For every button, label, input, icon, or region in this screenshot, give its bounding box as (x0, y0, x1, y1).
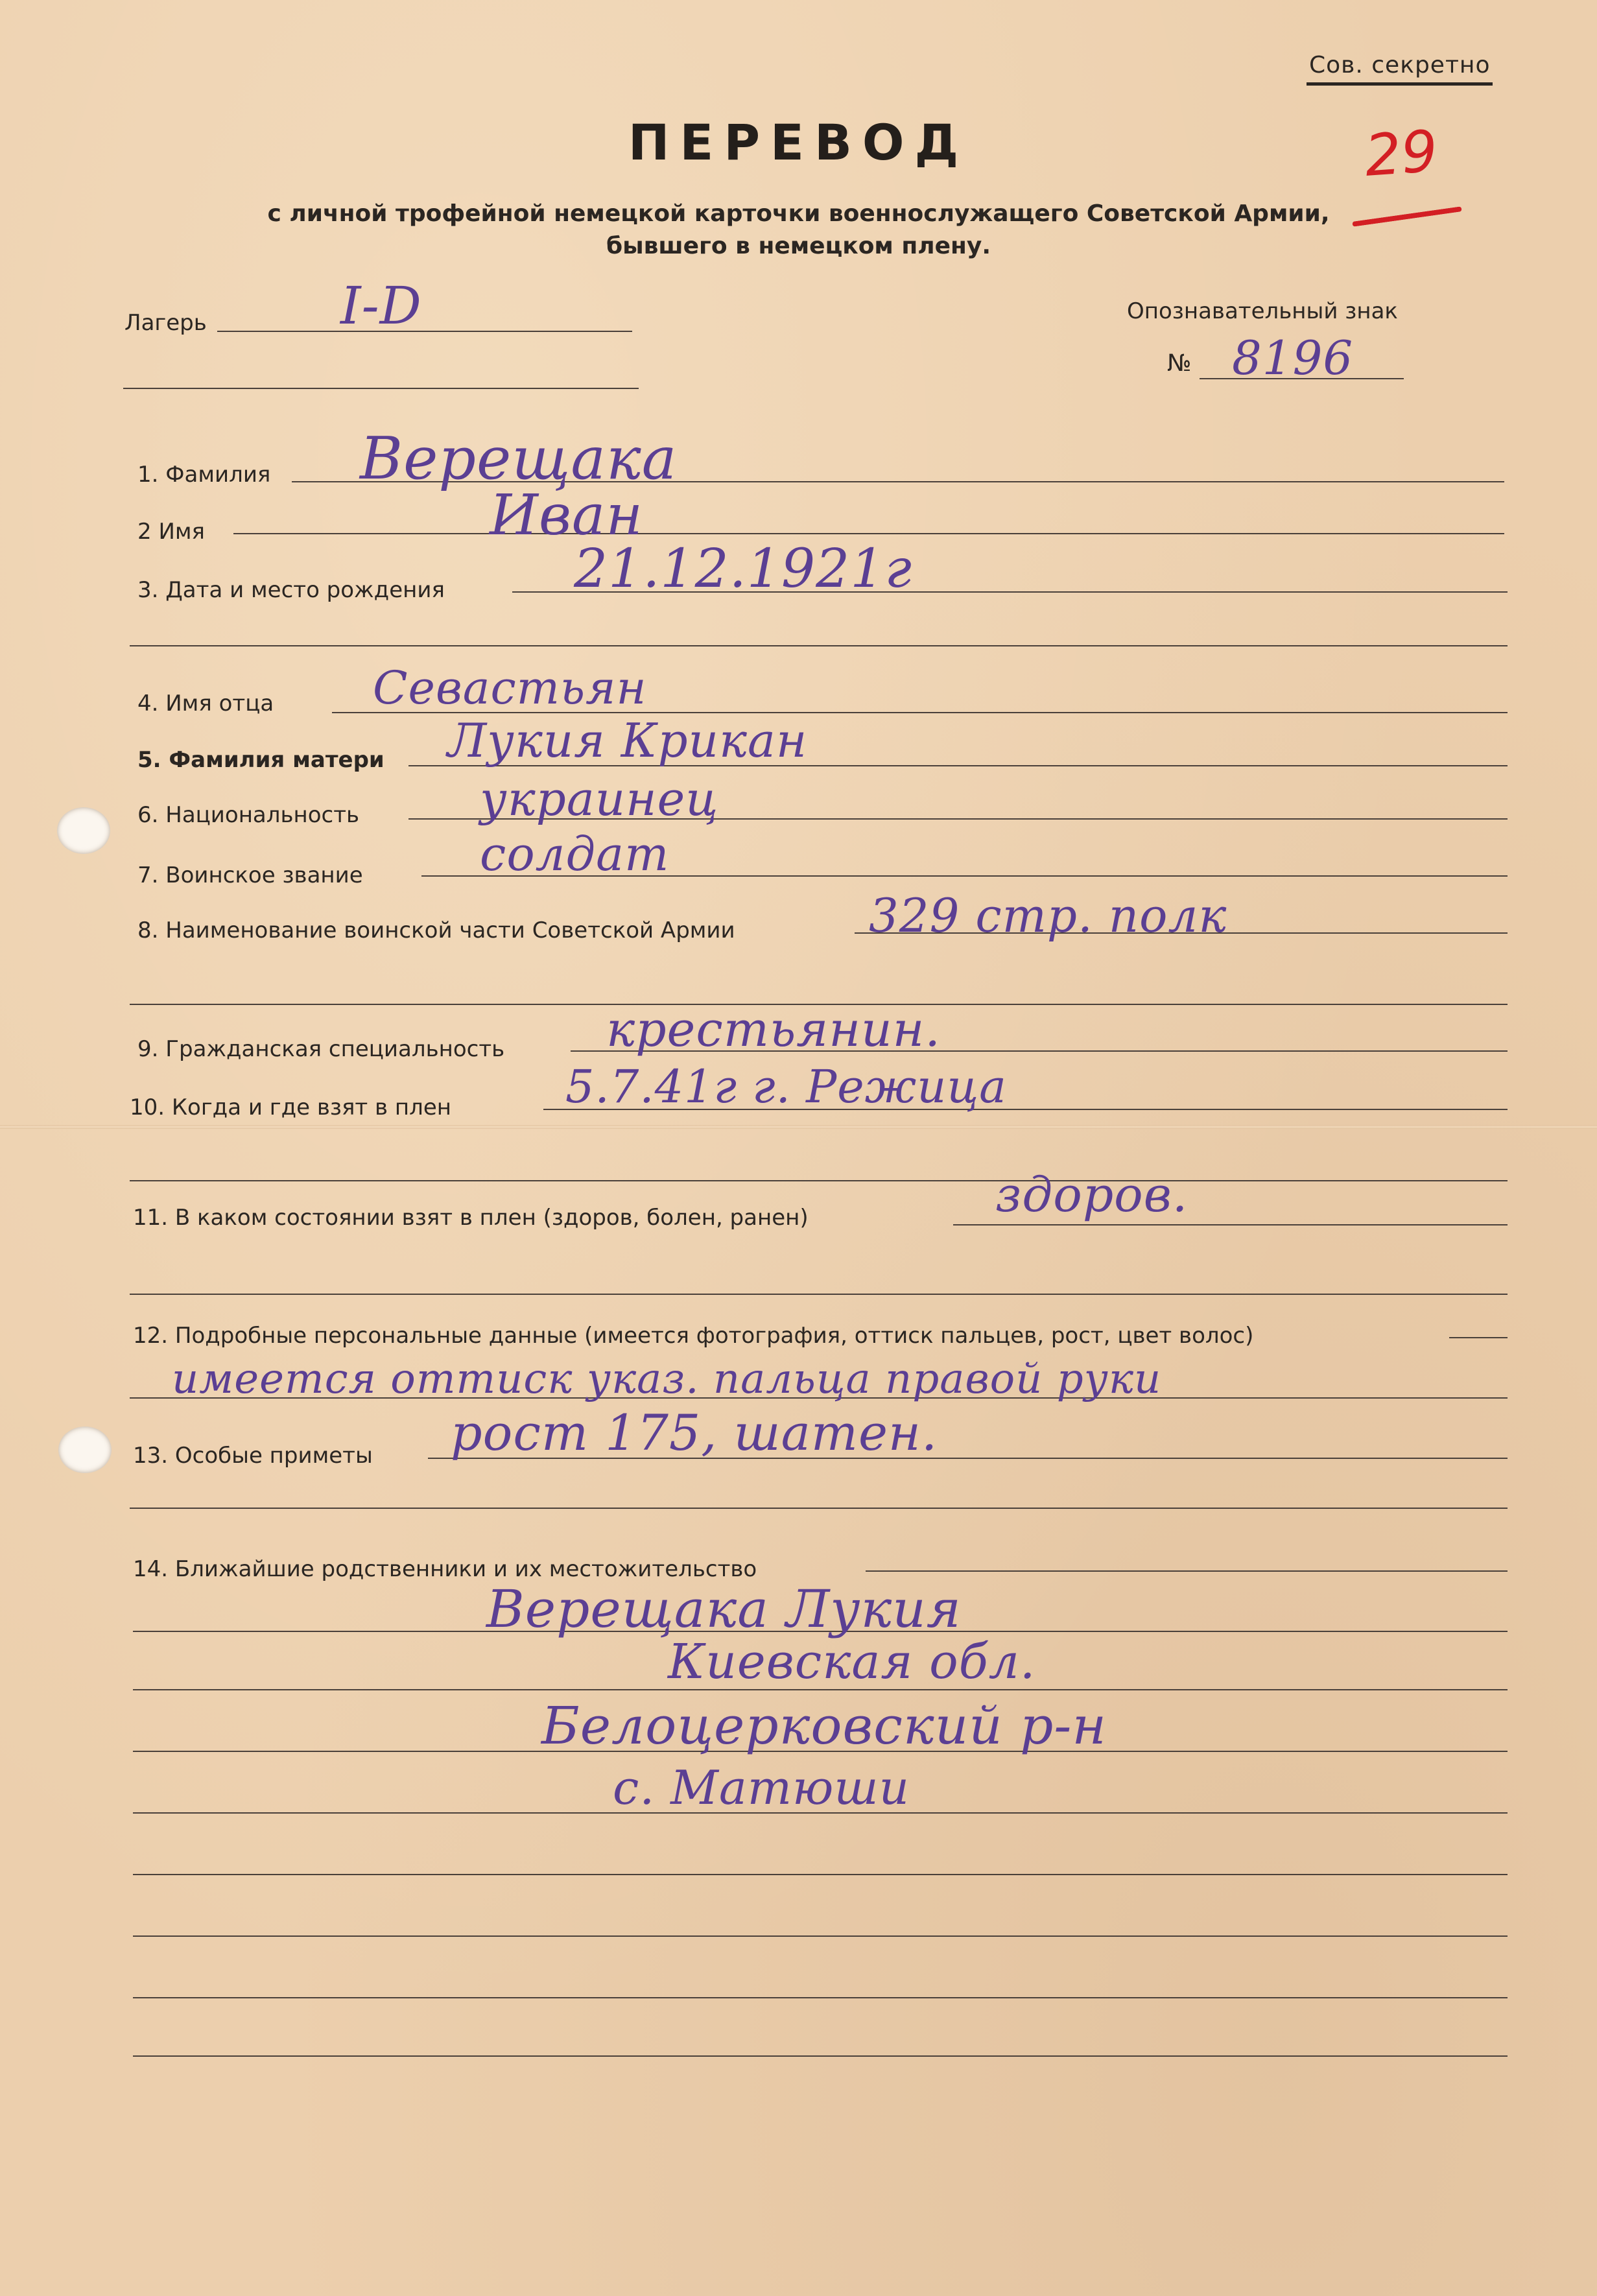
field-2-label: 2 Имя (137, 519, 205, 545)
field-11-line-2 (130, 1294, 1508, 1295)
field-14-line-1 (866, 1570, 1508, 1572)
field-14-line-8 (133, 1997, 1508, 1998)
field-6-label: 6. Национальность (137, 802, 360, 828)
field-8-label: 8. Наименование воинской части Советской Армии (137, 917, 735, 943)
field-9-value: крестьянин. (606, 1002, 941, 1058)
field-6-value: украинец (480, 772, 719, 826)
field-12-line-1 (1449, 1337, 1508, 1338)
field-5-value: Лукия Крикан (447, 713, 808, 768)
field-14-value-line-4: с. Матюши (613, 1760, 910, 1815)
field-2-value: Иван (490, 483, 643, 548)
subtitle-line-2: бывшего в немецком плену. (606, 233, 991, 259)
field-13-line-2 (130, 1508, 1508, 1509)
id-tag-no-label: № (1167, 350, 1192, 377)
field-14-value-line-1: Верещака Лукия (486, 1579, 962, 1639)
camp-line-2 (123, 388, 639, 389)
field-7-label: 7. Воинское звание (137, 862, 363, 888)
field-4-value: Севастьян (373, 661, 647, 715)
field-12-value: имеется оттиск указ. пальца правой руки (172, 1355, 1162, 1403)
field-2-line (233, 533, 1504, 534)
camp-label: Лагерь (124, 310, 207, 336)
field-3-label: 3. Дата и место рождения (137, 577, 445, 603)
paper-fold (0, 1125, 1597, 1129)
field-3-line-2 (130, 645, 1508, 646)
field-11-value: здоров. (995, 1167, 1189, 1223)
field-11-line-1 (953, 1224, 1508, 1225)
field-14-line-6 (133, 1874, 1508, 1875)
field-14-value-line-3: Белоцерковский р-н (541, 1696, 1107, 1756)
field-5-label: 5. Фамилия матери (137, 747, 384, 773)
punch-hole-top (57, 807, 110, 854)
field-7-value: солдат (480, 827, 670, 881)
subtitle-line-1: с личной трофейной немецкой карточки военнослужащего Советской Армии, (267, 200, 1330, 227)
field-10-label: 10. Когда и где взят в плен (130, 1095, 451, 1120)
handwritten-page-number: 29 (1362, 117, 1440, 189)
field-4-label: 4. Имя отца (137, 691, 274, 716)
camp-value: I-D (340, 276, 422, 336)
field-13-label: 13. Особые приметы (133, 1443, 373, 1469)
field-10-value: 5.7.41г г. Режица (565, 1060, 1007, 1113)
field-14-label: 14. Ближайшие родственники и их местожительство (133, 1556, 757, 1582)
field-1-label: 1. Фамилия (137, 462, 271, 488)
field-9-label: 9. Гражданская специальность (137, 1036, 505, 1062)
field-12-label: 12. Подробные персональные данные (имеется фотография, оттиск пальцев, рост, цвет волос) (133, 1323, 1254, 1349)
document-subtitle (0, 198, 1597, 263)
id-tag-value: 8196 (1232, 331, 1354, 385)
id-tag-label: Опознавательный знак (1127, 298, 1398, 324)
classification-stamp: Сов. секретно (1307, 52, 1493, 86)
camp-line-1 (217, 331, 632, 332)
field-3-value: 21.12.1921г (574, 538, 912, 600)
field-13-value: рост 175, шатен. (451, 1404, 938, 1462)
field-1-value: Верещака (360, 425, 678, 493)
field-14-line-9 (133, 2055, 1508, 2057)
field-14-line-7 (133, 1935, 1508, 1937)
field-8-value: 329 стр. полк (869, 888, 1227, 943)
field-14-value-line-2: Киевская обл. (668, 1634, 1036, 1690)
punch-hole-bottom (58, 1426, 112, 1473)
field-10-line-2 (130, 1180, 1508, 1181)
document-title: ПЕРЕВОД (628, 113, 969, 171)
field-11-label: 11. В каком состоянии взят в плен (здоров, болен, ранен) (133, 1205, 809, 1231)
